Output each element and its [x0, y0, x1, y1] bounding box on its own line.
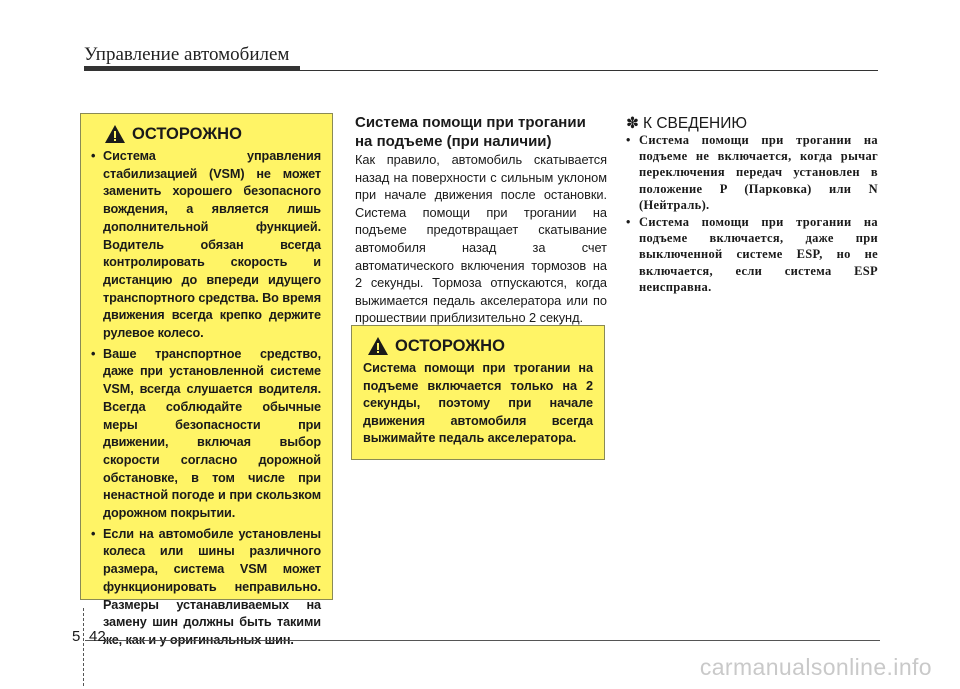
info-item: • Система помощи при трогании на подъеме не включается, когда рычаг переключения передач установлен в положение P (Парковка) или N (Нейтраль). — [626, 132, 878, 213]
chapter-number: 5 — [72, 628, 81, 645]
info-star-icon: ✽ — [626, 115, 639, 132]
info-title: К СВЕДЕНИЮ — [643, 115, 748, 132]
warning-list — [91, 148, 321, 650]
info-heading — [626, 114, 747, 133]
warning-title: ОСТОРОЖНО — [395, 336, 505, 355]
warning-heading — [104, 124, 321, 144]
warning-text: Система помощи при трогании на подъеме включается только на 2 секунды, поэтому при начале движения автомобиля всегда выжимайте педаль акселератора. — [363, 361, 593, 446]
section-title: Система помощи при трогании на подъеме (при наличии) — [355, 114, 586, 150]
footer-divider — [83, 608, 84, 686]
info-list — [626, 132, 878, 296]
warning-item: • Ваше транспортное средство, даже при установленной системе VSM, всегда слушается водителя. Всегда соблюдайте обычные меры безопасности при движении, включая выбор скорости согласно дорожной обстановке, в том числе при ненастной погоде и при скользком дорожном покрытии. — [91, 346, 321, 523]
section-body: Как правило, автомобиль скатывается назад на поверхности с сильным уклоном при начале движения после остановки. Система помощи при трогании на подъеме предотвращает скатывание автомобиля назад за счет автоматического включения тормозов на 2 секунды. Тормоза отпускаются, когда выжимается педаль акселератора или по прошествии приблизительно 2 секунд. — [355, 152, 607, 326]
warning-triangle-icon — [104, 124, 126, 144]
warning-heading — [367, 336, 593, 356]
watermark: carmanualsonline.info — [699, 654, 932, 680]
warning-triangle-icon — [367, 336, 389, 356]
page-header-title: Управление автомобилем — [84, 44, 290, 65]
warning-item: • Если на автомобиле установлены колеса или шины различного размера, система VSM может функционировать неправильно. Размеры устанавливаемых на замену шин должны быть такими же, как и у оригинальных шин. — [91, 526, 321, 650]
header-rule-thick — [84, 66, 300, 71]
warning-title: ОСТОРОЖНО — [132, 124, 242, 143]
warning-item: • Система управления стабилизацией (VSM) не может заменить хорошего безопасного вождения, а является лишь дополнительной функцией. Водитель обязан всегда контролировать скорость и дистанцию до впереди идущего транспортного средства. Во время движения всегда крепко держите рулевое колесо. — [91, 148, 321, 343]
info-item: • Система помощи при трогании на подъеме включается, даже при выключенной системе ESP, но не включается, если система ESP неисправна. — [626, 214, 878, 295]
warning-box-hill-assist — [351, 325, 605, 460]
page-number: 42 — [89, 628, 106, 645]
footer-rule — [85, 640, 880, 641]
header-rule-thin — [300, 70, 878, 71]
